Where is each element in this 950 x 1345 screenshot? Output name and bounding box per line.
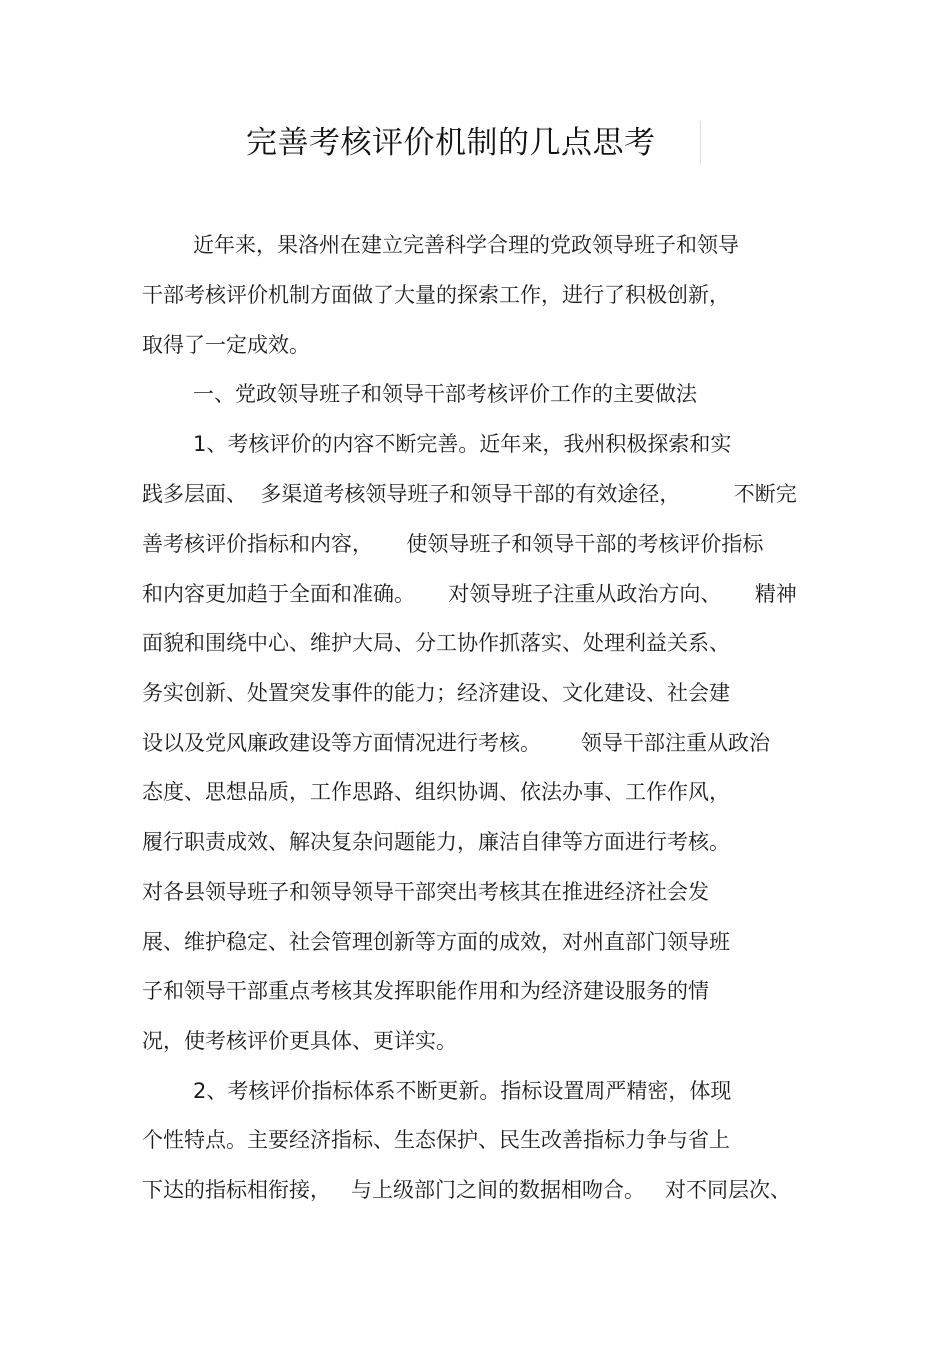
paragraph-line: 务实创新、处置突发事件的能力；经济建设、文化建设、社会建: [142, 681, 730, 705]
paragraph-line: 近年来，果洛州在建立完善科学合理的党政领导班子和领导: [193, 233, 739, 257]
paragraph-line: 干部考核评价机制方面做了大量的探索工作，进行了积极创新，: [142, 283, 730, 307]
paragraph-line: 况，使考核评价更具体、更详实。: [142, 1029, 457, 1053]
paragraph-line: 履行职责成效、解决复杂问题能力，廉洁自律等方面进行考核。: [142, 830, 730, 854]
section-heading: 一、党政领导班子和领导干部考核评价工作的主要做法: [193, 382, 697, 406]
paragraph-line: 善考核评价指标和内容， 使领导班子和领导干部的考核评价指标: [142, 532, 764, 556]
paragraph-line: 下达的指标相衔接， 与上级部门之间的数据相吻合。 对不同层次、: [142, 1178, 792, 1202]
paragraph-line: 1、考核评价的内容不断完善。近年来，我州积极探索和实: [193, 432, 732, 456]
paragraph-line: 践多层面、 多渠道考核领导班子和领导干部的有效途径， 不断完: [142, 482, 797, 506]
paragraph-line: 对各县领导班子和领导领导干部突出考核其在推进经济社会发: [142, 880, 709, 904]
paragraph-line: 设以及党风廉政建设等方面情况进行考核。 领导干部注重从政治: [142, 731, 771, 755]
title-edge-mark: [700, 121, 701, 165]
paragraph-line: 态度、思想品质，工作思路、组织协调、依法办事、工作作风，: [142, 780, 730, 804]
paragraph-line: 和内容更加趋于全面和准确。 对领导班子注重从政治方向、 精神: [142, 582, 797, 606]
paragraph-line: 取得了一定成效。: [142, 333, 310, 357]
paragraph-line: 个性特点。主要经济指标、生态保护、民生改善指标力争与省上: [142, 1128, 730, 1152]
paragraph-line: 2、考核评价指标体系不断更新。指标设置周严精密，体现: [193, 1079, 732, 1103]
paragraph-line: 子和领导干部重点考核其发挥职能作用和为经济建设服务的情: [142, 979, 709, 1003]
paragraph-line: 面貌和围绕中心、维护大局、分工协作抓落实、处理利益关系、: [142, 631, 730, 655]
document-title: 完善考核评价机制的几点思考: [246, 125, 656, 161]
paragraph-line: 展、维护稳定、社会管理创新等方面的成效，对州直部门领导班: [142, 930, 730, 954]
